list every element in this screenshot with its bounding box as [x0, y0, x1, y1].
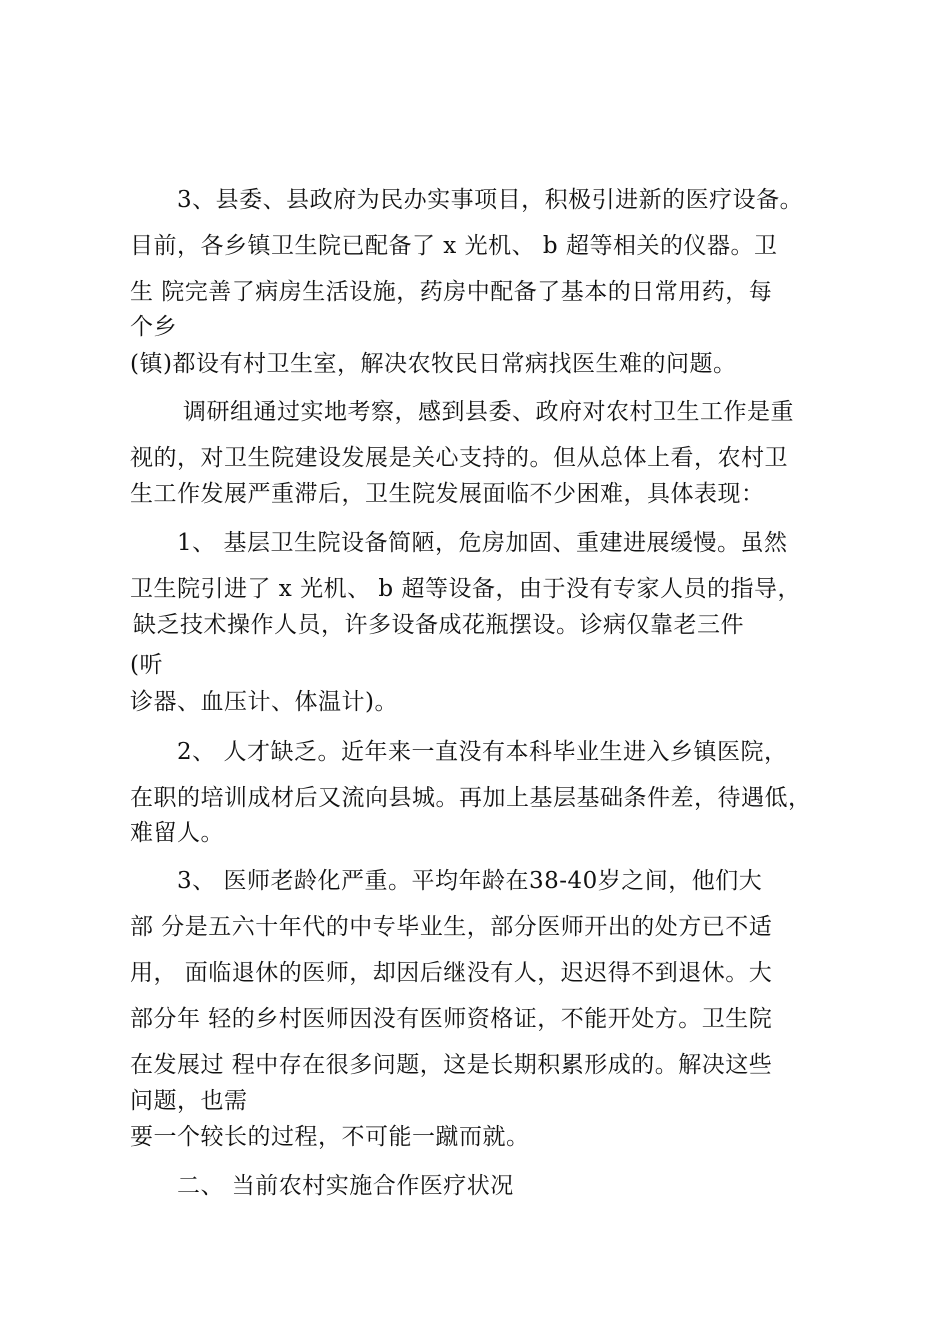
text-line-21: 在发展过 程中存在很多问题，这是长期积累形成的。解决这些 [130, 1052, 773, 1078]
text-line-13: 诊器、血压计、体温计)。 [130, 689, 398, 715]
text-line-8: 生工作发展严重滞后，卫生院发展面临不少困难，具体表现： [130, 481, 765, 507]
text-line-11: 缺乏技术操作人员，许多设备成花瓶摆设。诊病仅靠老三件 [133, 612, 744, 638]
text-line-5: (镇)都设有村卫生室，解决农牧民日常病找医生难的问题。 [130, 351, 737, 377]
text-line-12: (听 [130, 652, 163, 678]
text-line-17: 3、 医师老龄化严重。平均年龄在38-40岁之间，他们大 [177, 868, 763, 894]
text-line-4: 个乡 [130, 314, 177, 340]
text-line-15: 在职的培训成材后又流向县城。再加上基层基础条件差，待遇低， [130, 785, 812, 811]
text-line-10: 卫生院引进了 x 光机、 b 超等设备，由于没有专家人员的指导， [130, 576, 801, 602]
text-line-6: 调研组通过实地考察，感到县委、政府对农村卫生工作是重 [183, 399, 794, 425]
text-line-16: 难留人。 [130, 820, 224, 846]
text-line-23: 要一个较长的过程，不可能一蹴而就。 [130, 1124, 530, 1150]
section-heading-2: 二、 当前农村实施合作医疗状况 [177, 1173, 514, 1199]
text-line-3: 生 院完善了病房生活设施，药房中配备了基本的日常用药，每 [130, 279, 773, 305]
text-line-14: 2、 人才缺乏。近年来一直没有本科毕业生进入乡镇医院， [177, 739, 788, 765]
text-line-9: 1、 基层卫生院设备简陋，危房加固、重建进展缓慢。虽然 [177, 530, 788, 556]
text-line-2: 目前，各乡镇卫生院已配备了 x 光机、 b 超等相关的仪器。卫 [130, 233, 778, 259]
text-line-20: 部分年 轻的乡村医师因没有医师资格证，不能开处方。卫生院 [130, 1006, 773, 1032]
text-line-1: 3、县委、县政府为民办实事项目，积极引进新的医疗设备。 [177, 187, 804, 213]
text-line-22: 问题，也需 [130, 1088, 248, 1114]
text-line-7: 视的，对卫生院建设发展是关心支持的。但从总体上看，农村卫 [130, 445, 788, 471]
text-line-19: 用， 面临退休的医师，却因后继没有人，迟迟得不到退休。大 [130, 960, 773, 986]
text-line-18: 部 分是五六十年代的中专毕业生，部分医师开出的处方已不适 [130, 914, 773, 940]
